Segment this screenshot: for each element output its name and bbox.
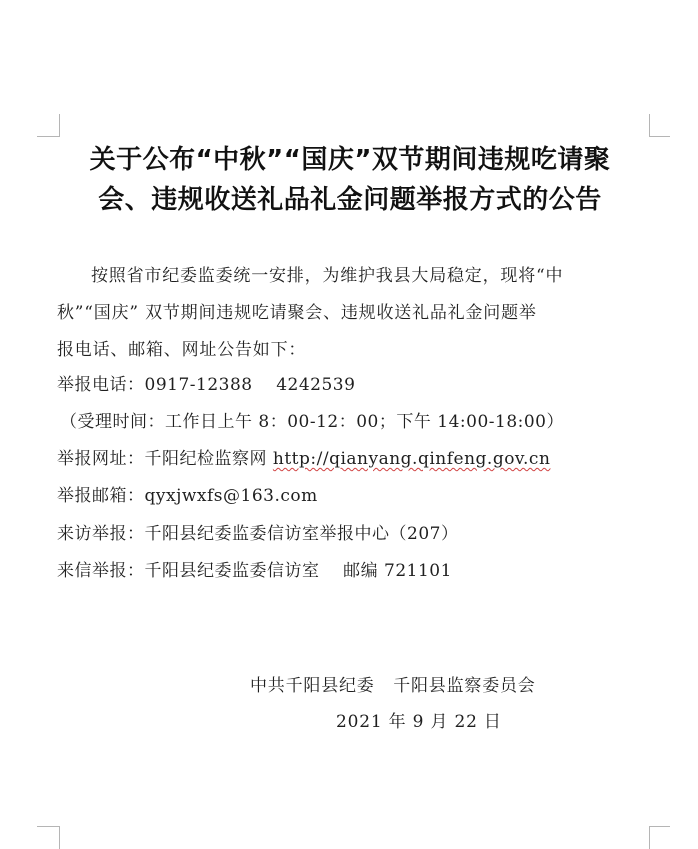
- signature-date: 2021 年 9 月 22 日: [336, 712, 502, 732]
- website-line: [57, 441, 647, 478]
- document-title: [40, 140, 660, 220]
- letter-label: 来信举报：: [57, 561, 145, 581]
- email-line: [57, 478, 647, 515]
- intro-line-2: 秋”“国庆” 双节期间违规吃请聚会、违规收送礼品礼金问题举: [57, 303, 537, 323]
- visit-label: 来访举报：: [57, 524, 145, 544]
- title-line-1: 关于公布“中秋”“国庆”双节期间违规吃请聚: [89, 145, 611, 175]
- title-line-2: 会、违规收送礼品礼金问题举报方式的公告: [98, 185, 602, 215]
- email-label: 举报邮箱：: [57, 486, 145, 506]
- phone-label: 举报电话：: [57, 375, 145, 395]
- intro-line-3: 报电话、邮箱、网址公告如下：: [57, 340, 307, 360]
- website-label: 举报网址：: [57, 449, 145, 469]
- phone-value: 0917-12388 4242539: [144, 375, 356, 395]
- letter-line: [57, 553, 647, 590]
- intro-paragraph: [57, 258, 647, 369]
- visit-value: 千阳县纪委监委信访室举报中心（207）: [144, 524, 459, 544]
- email-value[interactable]: qyxjwxfs@163.com: [144, 486, 318, 506]
- intro-line-1: 按照省市纪委监委统一安排，为维护我县大局稳定，现将“中: [91, 266, 564, 286]
- website-name: 千阳纪检监察网: [144, 449, 273, 469]
- hours-line: （受理时间：工作日上午 8：00-12：00；下午 14:00-18:00）: [60, 412, 564, 432]
- phone-line: [57, 367, 647, 404]
- visit-line: [57, 516, 647, 553]
- website-url[interactable]: http://qianyang.qinfeng.gov.cn: [272, 449, 551, 469]
- margin-mark-bottom-right: [649, 826, 670, 849]
- margin-mark-bottom-left: [37, 826, 60, 849]
- margin-mark-top-left: [37, 114, 60, 137]
- signature-organization: 中共千阳县纪委 千阳县监察委员会: [250, 676, 536, 696]
- letter-value: 千阳县纪委监委信访室 邮编 721101: [144, 561, 452, 581]
- margin-mark-top-right: [649, 114, 670, 137]
